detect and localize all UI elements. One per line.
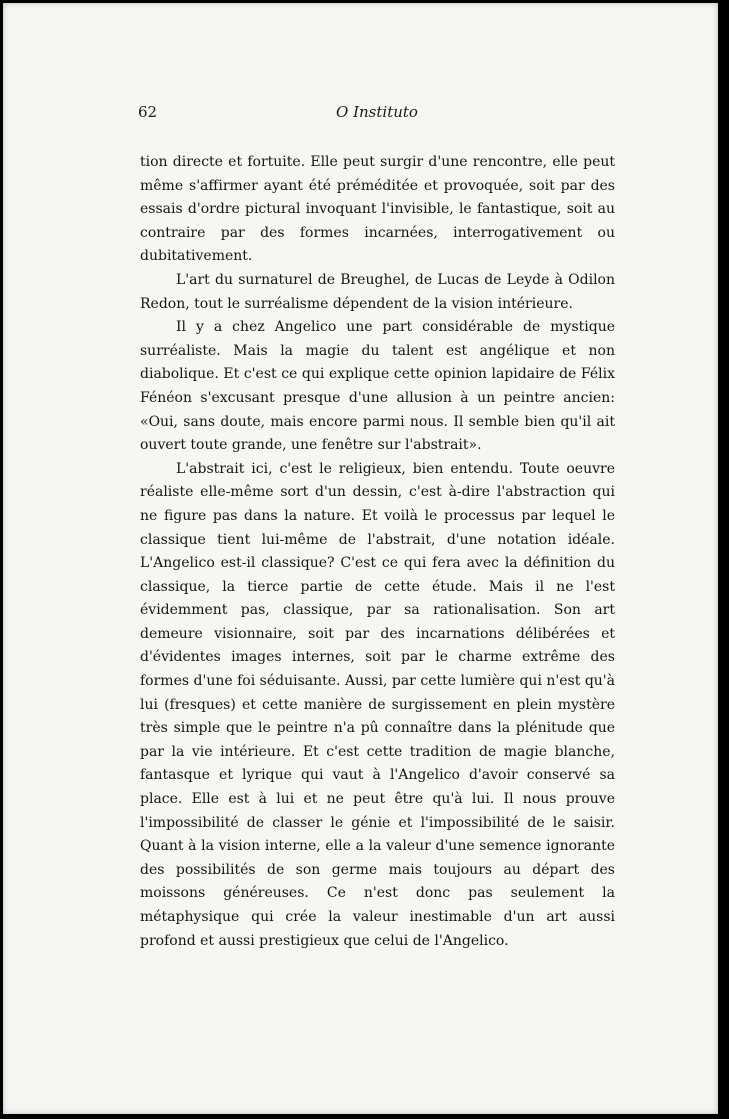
paragraph-surnaturel: L'art du surnaturel de Breughel, de Lucas de Leyde à Odilon Redon, tout le surréalisme dépendent de la vision intérieure.: [140, 271, 615, 312]
page-header: [138, 103, 616, 125]
book-page: [3, 3, 718, 1114]
body-text: [140, 151, 615, 953]
paragraph-angelico-mystique: Il y a chez Angelico une part considérable de mystique surréaliste. Mais la magie du talent est angélique et non diabolique. Et c'est ce qui explique cette opinion lapidaire de Félix Fénéon s'excusant presque d'une allusion à un peintre ancien: «Oui, sans doute, mais encore parmi nous. Il semble bien qu'il ait ouvert toute grande, une fenêtre sur l'abstrait».: [140, 319, 615, 454]
paragraph-continuation: tion directe et fortuite. Elle peut surgir d'une rencontre, elle peut même s'affirmer ayant été préméditée et provoquée, soit par des essais d'ordre pictural invoquant l'invisible, le fantastique, soit au contraire par des formes incarnées, interrogativement ou dubitativement.: [140, 154, 615, 265]
page-number: 62: [138, 103, 158, 121]
running-title: O Instituto: [336, 103, 418, 121]
paragraph-abstrait: L'abstrait ici, c'est le religieux, bien entendu. Toute oeuvre réaliste elle-même sort d'un dessin, c'est à-dire l'abstraction qui ne figure pas dans la nature. Et voilà le processus par lequel le classique tient lui-même de l'abstrait, d'une notation idéale. L'Angelico est-il classique? C'est ce qui fera avec la définition du classique, la tierce partie de cette étude. Mais il ne l'est évidemment pas, classique, par sa rationalisation. Son art demeure visionnaire, soit par des incarnations délibérées et d'évidentes images internes, soit par le charme extrême des formes d'une foi séduisante. Aussi, par cette lumière qui n'est qu'à lui (fresques) et cette manière de surgissement en plein mystère très simple que le peintre n'a pû connaître dans la plénitude que par la vie intérieure. Et c'est cette tradition de magie blanche, fantasque et lyrique qui vaut à l'Angelico d'avoir conservé sa place. Elle est à lui et ne peut être qu'à lui. Il nous prouve l'impossibilité de classer le génie et l'impossibilité de le saisir. Quant à la vision interne, elle a la valeur d'une semence ignorante des possibilités de son germe mais toujours au départ des moissons généreuses. Ce n'est donc pas seulement la métaphysique qui crée la valeur inestimable d'un art aussi profond et aussi prestigieux que celui de l'Angelico.: [140, 460, 615, 949]
